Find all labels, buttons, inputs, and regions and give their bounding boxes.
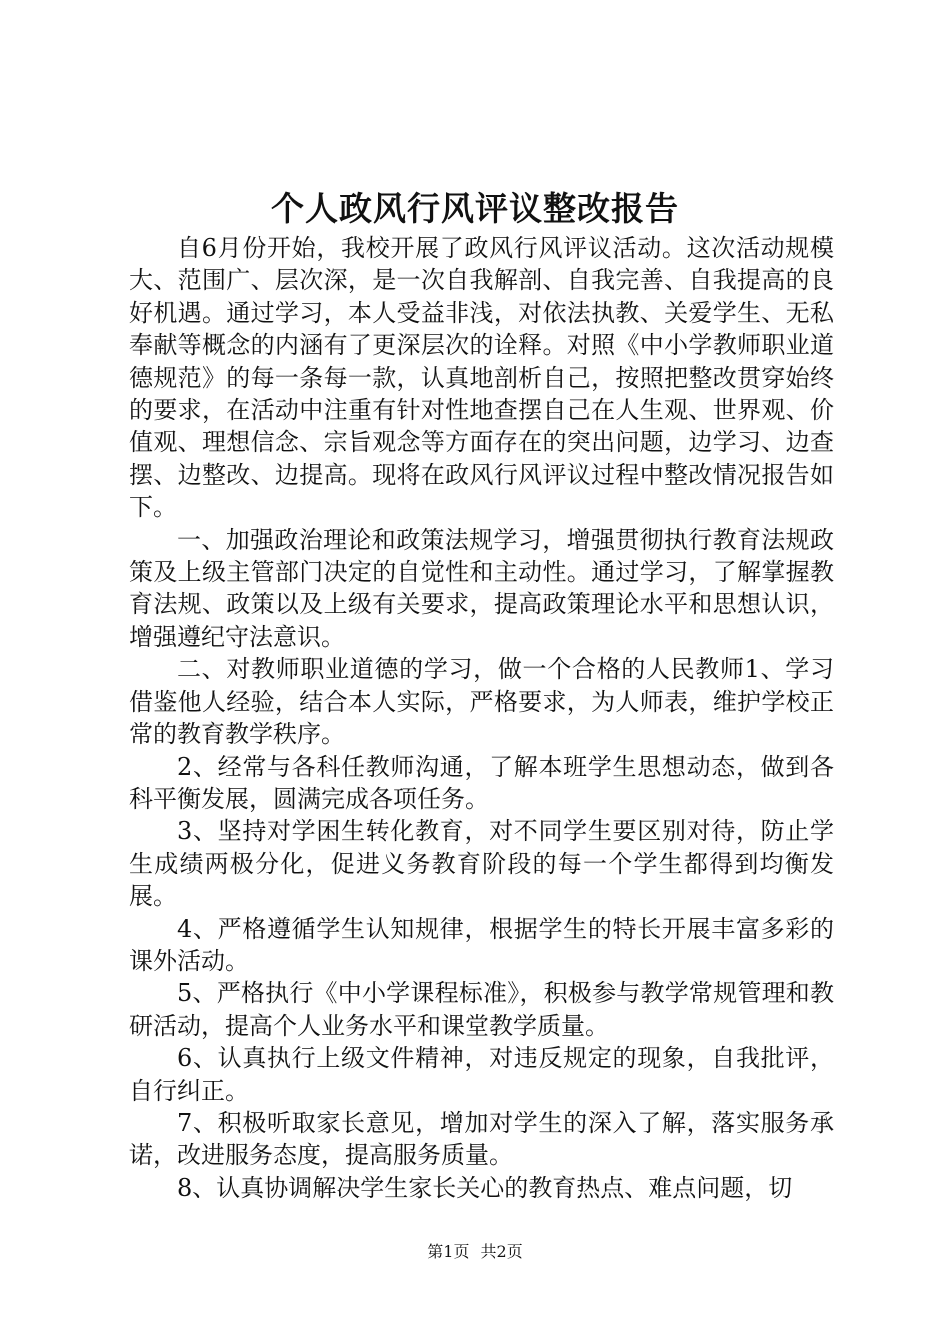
paragraph-section-2: 二、对教师职业道德的学习，做一个合格的人民教师1、学习借鉴他人经验，结合本人实际，严格要求，为人师表，维护学校正常的教育教学秩序。 xyxy=(129,655,834,749)
paragraph-item-3: 3、坚持对学困生转化教育，对不同学生要区别对待，防止学生成绩两极分化，促进义务教育阶段的每一个学生都得到均衡发展。 xyxy=(129,817,834,911)
paragraph-item-7: 7、积极听取家长意见，增加对学生的深入了解，落实服务承诺，改进服务态度，提高服务质量。 xyxy=(129,1108,834,1170)
paragraph-item-6: 6、认真执行上级文件精神，对违反规定的现象，自我批评，自行纠正。 xyxy=(129,1044,834,1105)
paragraph-item-8: 8、认真协调解决学生家长关心的教育热点、难点问题，切 xyxy=(177,1173,793,1202)
document-body xyxy=(129,232,834,1204)
page-number-total: 共2页 xyxy=(480,1242,523,1261)
page-footer xyxy=(0,1240,950,1264)
paragraph-item-2: 2、经常与各科任教师沟通，了解本班学生思想动态，做到各科平衡发展，圆满完成各项任务。 xyxy=(129,752,834,813)
document-title: 个人政风行风评议整改报告 xyxy=(271,189,679,228)
page-number-current: 第1页 xyxy=(427,1242,470,1261)
paragraph-intro: 自6月份开始，我校开展了政风行风评议活动。这次活动规模大、范围广、层次深，是一次自我解剖、自我完善、自我提高的良好机遇。通过学习，本人受益非浅，对依法执教、关爱学生、无私奉献等概念的内涵有了更深层次的诠释。对照《中小学教师职业道德规范》的每一条每一款，认真地剖析自己，按照把整改贯穿始终的要求，在活动中注重有针对性地查摆自己在人生观、世界观、价值观、理想信念、宗旨观念等方面存在的突出问题，边学习、边查摆、边整改、边提高。现将在政风行风评议过程中整改情况报告如下。 xyxy=(129,234,834,522)
paragraph-section-1: 一、加强政治理论和政策法规学习，增强贯彻执行教育法规政策及上级主管部门决定的自觉性和主动性。通过学习，了解掌握教育法规、政策以及上级有关要求，提高政策理论水平和思想认识，增强遵纪守法意识。 xyxy=(129,525,834,651)
paragraph-item-4: 4、严格遵循学生认知规律，根据学生的特长开展丰富多彩的课外活动。 xyxy=(129,914,834,975)
paragraph-item-5: 5、严格执行《中小学课程标准》，积极参与教学常规管理和教研活动，提高个人业务水平和课堂教学质量。 xyxy=(129,979,834,1040)
